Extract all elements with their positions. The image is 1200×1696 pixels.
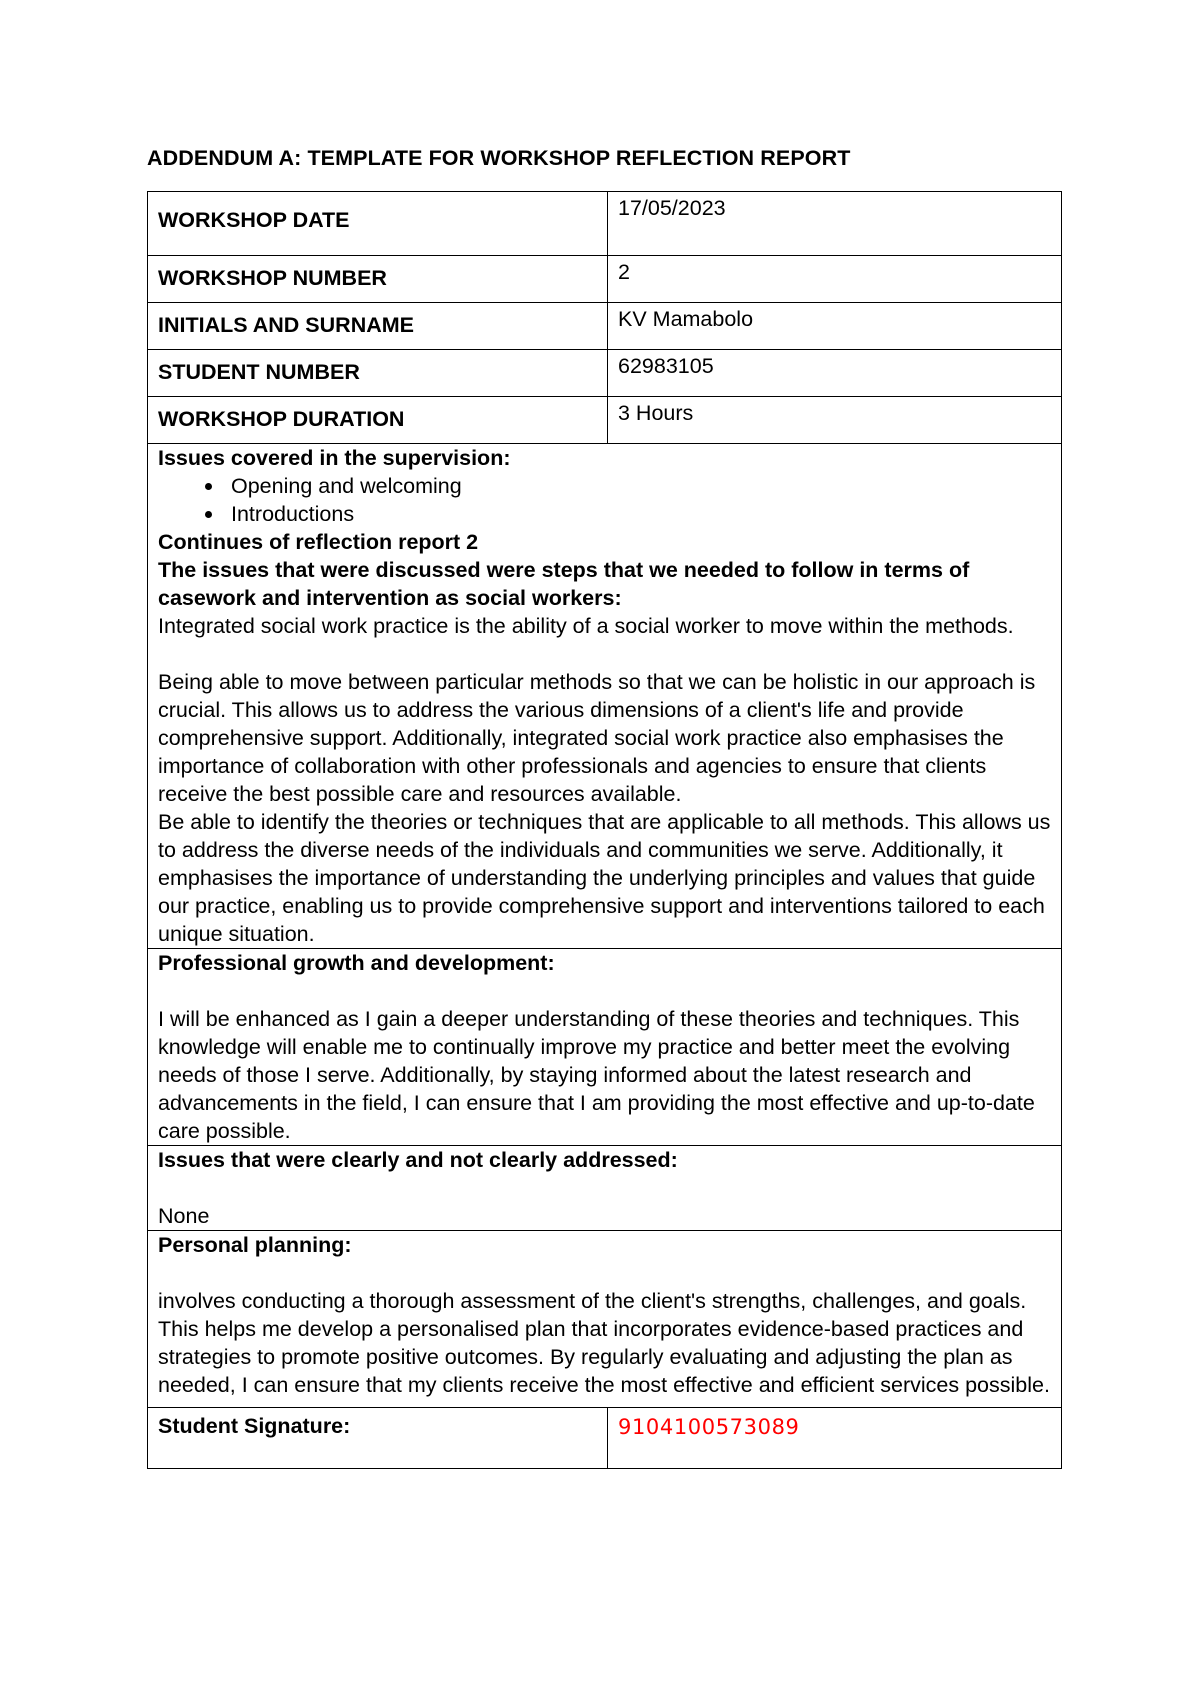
addressed-section xyxy=(148,1146,1062,1231)
issues-section xyxy=(148,444,1062,949)
workshop-duration-row xyxy=(148,397,1062,444)
issues-subheading-continues: Continues of reflection report 2 xyxy=(158,530,479,554)
addressed-cell xyxy=(148,1146,1062,1231)
initials-surname-row xyxy=(148,303,1062,350)
student-number-label: STUDENT NUMBER xyxy=(148,350,608,397)
workshop-date-value: 17/05/2023 xyxy=(608,192,1062,256)
signature-value: 9104100573089 xyxy=(618,1415,800,1439)
initials-surname-label: INITIALS AND SURNAME xyxy=(148,303,608,350)
workshop-number-row xyxy=(148,256,1062,303)
workshop-number-label: WORKSHOP NUMBER xyxy=(148,256,608,303)
issues-heading: Issues covered in the supervision: xyxy=(158,446,511,470)
list-item: Opening and welcoming xyxy=(231,472,1051,500)
issues-bullet-list xyxy=(158,472,1051,528)
signature-value-cell xyxy=(608,1408,1062,1469)
workshop-number-value: 2 xyxy=(608,256,1062,303)
issues-cell xyxy=(148,444,1062,949)
issues-paragraph-2: Being able to move between particular methods so that we can be holistic in our approach is crucial. This allows us to address the various dimensions of a client's life and provide comprehensive support. Additionally, integrated social work practice also emphasises the importance of collaboration with other professionals and agencies to ensure that clients receive the best possible care and resources available. xyxy=(158,670,1036,806)
planning-section xyxy=(148,1231,1062,1408)
issues-subheading-steps: The issues that were discussed were steps that we needed to follow in terms of casework and intervention as social workers: xyxy=(158,558,970,610)
planning-text: involves conducting a thorough assessment of the client's strengths, challenges, and goals. This helps me develop a personalised plan that incorporates evidence-based practices and strategies to promote positive outcomes. By regularly evaluating and adjusting the plan as needed, I can ensure that my clients receive the most effective and efficient services possible. xyxy=(158,1289,1050,1397)
initials-surname-value: KV Mamabolo xyxy=(608,303,1062,350)
student-number-row xyxy=(148,350,1062,397)
list-item: Introductions xyxy=(231,500,1051,528)
workshop-duration-value: 3 Hours xyxy=(608,397,1062,444)
growth-text: I will be enhanced as I gain a deeper understanding of these theories and techniques. This knowledge will enable me to continually improve my practice and better meet the evolving needs of those I serve. Additionally, by staying informed about the latest research and advancements in the field, I can ensure that I am providing the most effective and up-to-date care possible. xyxy=(158,1007,1035,1143)
page-title: ADDENDUM A: TEMPLATE FOR WORKSHOP REFLECTION REPORT xyxy=(147,146,851,170)
signature-label: Student Signature: xyxy=(148,1408,608,1469)
workshop-duration-label: WORKSHOP DURATION xyxy=(148,397,608,444)
growth-heading: Professional growth and development: xyxy=(158,951,555,975)
issues-paragraph-3: Be able to identify the theories or techniques that are applicable to all methods. This allows us to address the diverse needs of the individuals and communities we serve. Additionally, it emphasises the importance of understanding the underlying principles and values that guide our practice, enabling us to provide comprehensive support and interventions tailored to each unique situation. xyxy=(158,810,1051,946)
growth-cell xyxy=(148,949,1062,1146)
planning-cell xyxy=(148,1231,1062,1408)
addressed-heading: Issues that were clearly and not clearly addressed: xyxy=(158,1148,678,1172)
issues-paragraph-1: Integrated social work practice is the ability of a social worker to move within the methods. xyxy=(158,614,1014,638)
growth-section xyxy=(148,949,1062,1146)
reflection-report-table xyxy=(147,191,1062,1469)
workshop-date-row xyxy=(148,192,1062,256)
signature-row xyxy=(148,1408,1062,1469)
planning-heading: Personal planning: xyxy=(158,1233,352,1257)
addressed-text: None xyxy=(158,1204,210,1228)
workshop-date-label: WORKSHOP DATE xyxy=(148,192,608,256)
student-number-value: 62983105 xyxy=(608,350,1062,397)
